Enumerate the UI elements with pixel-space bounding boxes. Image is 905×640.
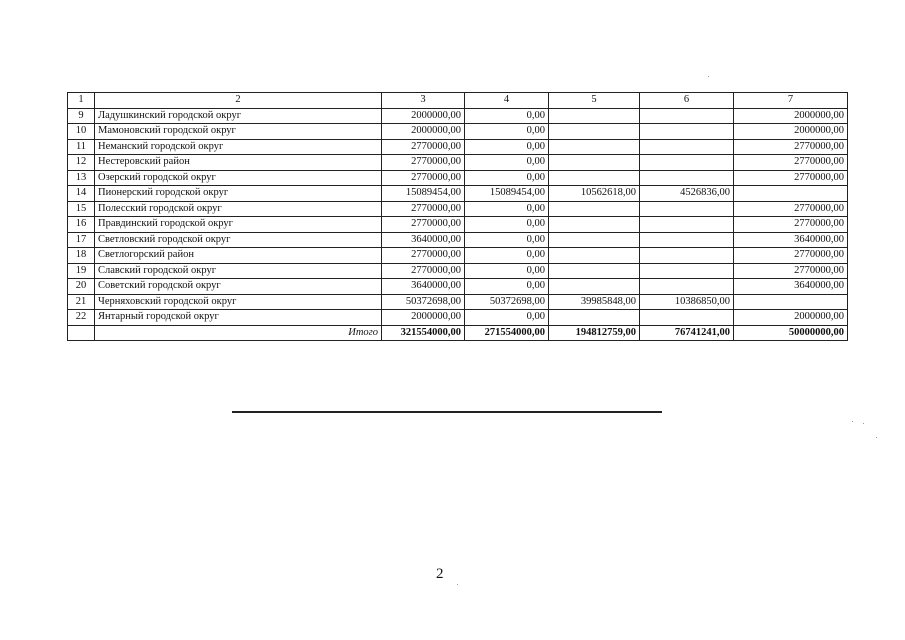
amount-cell-c7: 3640000,00 <box>734 279 848 295</box>
district-name: Черняховский городской округ <box>95 294 382 310</box>
amount-cell-c5 <box>549 310 640 326</box>
header-cell: 3 <box>382 93 465 109</box>
amount-cell-c7: 2770000,00 <box>734 263 848 279</box>
header-cell: 4 <box>465 93 549 109</box>
total-c7: 50000000,00 <box>734 325 848 341</box>
amount-cell-c7 <box>734 294 848 310</box>
header-cell: 2 <box>95 93 382 109</box>
amount-cell-c5 <box>549 124 640 140</box>
amount-cell-c7 <box>734 186 848 202</box>
scan-speck <box>852 421 853 422</box>
table-row <box>68 155 848 171</box>
row-number: 15 <box>68 201 95 217</box>
header-cell: 5 <box>549 93 640 109</box>
amount-cell-c6 <box>640 124 734 140</box>
header-cell: 6 <box>640 93 734 109</box>
amount-cell-c6 <box>640 108 734 124</box>
row-number: 10 <box>68 124 95 140</box>
amount-cell-c5 <box>549 279 640 295</box>
budget-table <box>67 92 848 341</box>
table-row <box>68 170 848 186</box>
scan-speck <box>708 76 709 77</box>
row-number: 21 <box>68 294 95 310</box>
total-c3: 321554000,00 <box>382 325 465 341</box>
table-row <box>68 108 848 124</box>
table-row <box>68 294 848 310</box>
header-cell: 1 <box>68 93 95 109</box>
total-row <box>68 325 848 341</box>
amount-cell-c5: 39985848,00 <box>549 294 640 310</box>
amount-cell-c6 <box>640 201 734 217</box>
district-name: Славский городской округ <box>95 263 382 279</box>
amount-cell-c7: 2770000,00 <box>734 217 848 233</box>
amount-cell-c3: 2000000,00 <box>382 124 465 140</box>
total-c4: 271554000,00 <box>465 325 549 341</box>
amount-cell-c6 <box>640 263 734 279</box>
amount-cell-c7: 2000000,00 <box>734 124 848 140</box>
district-name: Светловский городской округ <box>95 232 382 248</box>
row-number: 13 <box>68 170 95 186</box>
amount-cell-c7: 2000000,00 <box>734 310 848 326</box>
amount-cell-c5 <box>549 263 640 279</box>
amount-cell-c4: 0,00 <box>465 217 549 233</box>
amount-cell-c3: 2770000,00 <box>382 248 465 264</box>
amount-cell-c5 <box>549 201 640 217</box>
scan-speck <box>863 423 864 424</box>
amount-cell-c3: 2770000,00 <box>382 139 465 155</box>
district-name: Ладушкинский городской округ <box>95 108 382 124</box>
amount-cell-c4: 0,00 <box>465 124 549 140</box>
district-name: Неманский городской округ <box>95 139 382 155</box>
amount-cell-c6 <box>640 232 734 248</box>
amount-cell-c3: 50372698,00 <box>382 294 465 310</box>
row-number: 20 <box>68 279 95 295</box>
amount-cell-c3: 2770000,00 <box>382 170 465 186</box>
district-name: Полесский городской округ <box>95 201 382 217</box>
amount-cell-c7: 2770000,00 <box>734 155 848 171</box>
table-row <box>68 201 848 217</box>
amount-cell-c6: 4526836,00 <box>640 186 734 202</box>
amount-cell-c3: 3640000,00 <box>382 279 465 295</box>
table-row <box>68 139 848 155</box>
header-cell: 7 <box>734 93 848 109</box>
table-row <box>68 310 848 326</box>
amount-cell-c5 <box>549 155 640 171</box>
district-name: Советский городской округ <box>95 279 382 295</box>
district-name: Янтарный городской округ <box>95 310 382 326</box>
district-name: Мамоновский городской округ <box>95 124 382 140</box>
row-number: 19 <box>68 263 95 279</box>
table-header-row <box>68 93 848 109</box>
amount-cell-c3: 3640000,00 <box>382 232 465 248</box>
amount-cell-c7: 2000000,00 <box>734 108 848 124</box>
table-row <box>68 217 848 233</box>
amount-cell-c7: 2770000,00 <box>734 201 848 217</box>
amount-cell-c4: 0,00 <box>465 201 549 217</box>
amount-cell-c3: 2770000,00 <box>382 263 465 279</box>
scan-speck <box>457 584 458 585</box>
row-number: 12 <box>68 155 95 171</box>
amount-cell-c3: 2000000,00 <box>382 310 465 326</box>
amount-cell-c5: 10562618,00 <box>549 186 640 202</box>
total-c5: 194812759,00 <box>549 325 640 341</box>
horizontal-rule <box>232 411 662 413</box>
table-row <box>68 124 848 140</box>
row-number: 9 <box>68 108 95 124</box>
amount-cell-c4: 0,00 <box>465 232 549 248</box>
row-number: 16 <box>68 217 95 233</box>
district-name: Светлогорский район <box>95 248 382 264</box>
amount-cell-c4: 0,00 <box>465 108 549 124</box>
amount-cell-c7: 2770000,00 <box>734 170 848 186</box>
table-body <box>68 93 848 341</box>
amount-cell-c4: 0,00 <box>465 170 549 186</box>
amount-cell-c7: 2770000,00 <box>734 139 848 155</box>
amount-cell-c4: 0,00 <box>465 155 549 171</box>
amount-cell-c5 <box>549 108 640 124</box>
amount-cell-c4: 0,00 <box>465 139 549 155</box>
district-name: Пионерский городской округ <box>95 186 382 202</box>
table-row <box>68 232 848 248</box>
total-c6: 76741241,00 <box>640 325 734 341</box>
amount-cell-c5 <box>549 217 640 233</box>
table-row <box>68 186 848 202</box>
amount-cell-c5 <box>549 139 640 155</box>
table-row <box>68 263 848 279</box>
amount-cell-c6 <box>640 310 734 326</box>
amount-cell-c7: 2770000,00 <box>734 248 848 264</box>
amount-cell-c3: 15089454,00 <box>382 186 465 202</box>
table-row <box>68 279 848 295</box>
amount-cell-c4: 50372698,00 <box>465 294 549 310</box>
row-number: 17 <box>68 232 95 248</box>
row-number: 22 <box>68 310 95 326</box>
row-number: 14 <box>68 186 95 202</box>
amount-cell-c4: 15089454,00 <box>465 186 549 202</box>
total-empty-cell <box>68 325 95 341</box>
amount-cell-c5 <box>549 248 640 264</box>
amount-cell-c5 <box>549 232 640 248</box>
scan-speck <box>876 437 877 438</box>
total-label: Итого <box>95 325 382 341</box>
amount-cell-c7: 3640000,00 <box>734 232 848 248</box>
district-name: Озерский городской округ <box>95 170 382 186</box>
amount-cell-c6 <box>640 155 734 171</box>
amount-cell-c3: 2770000,00 <box>382 217 465 233</box>
district-name: Нестеровский район <box>95 155 382 171</box>
amount-cell-c6 <box>640 139 734 155</box>
amount-cell-c6 <box>640 170 734 186</box>
amount-cell-c3: 2000000,00 <box>382 108 465 124</box>
amount-cell-c4: 0,00 <box>465 248 549 264</box>
amount-cell-c4: 0,00 <box>465 263 549 279</box>
amount-cell-c6 <box>640 217 734 233</box>
district-name: Правдинский городской округ <box>95 217 382 233</box>
row-number: 11 <box>68 139 95 155</box>
page-number: 2 <box>436 566 444 582</box>
amount-cell-c4: 0,00 <box>465 279 549 295</box>
amount-cell-c6 <box>640 248 734 264</box>
amount-cell-c6 <box>640 279 734 295</box>
amount-cell-c4: 0,00 <box>465 310 549 326</box>
table-row <box>68 248 848 264</box>
amount-cell-c3: 2770000,00 <box>382 155 465 171</box>
row-number: 18 <box>68 248 95 264</box>
amount-cell-c3: 2770000,00 <box>382 201 465 217</box>
amount-cell-c5 <box>549 170 640 186</box>
amount-cell-c6: 10386850,00 <box>640 294 734 310</box>
